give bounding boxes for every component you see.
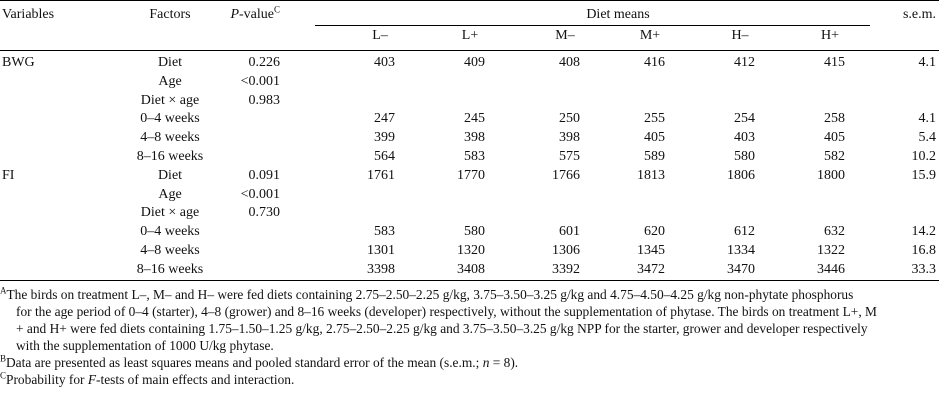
row-9-pvalue: 0.730 — [248, 205, 280, 220]
row-5-mean-1: 399 — [374, 130, 395, 145]
row-1-mean-3: 408 — [559, 55, 580, 70]
footnote-a-mark: A — [0, 285, 7, 296]
row-7-mean-3: 1766 — [552, 168, 580, 183]
row-3-pvalue: 0.983 — [248, 93, 280, 108]
row-1-mean-2: 409 — [464, 55, 485, 70]
footnote-b-mark: B — [0, 353, 7, 364]
row-12-factor: 8–16 weeks — [136, 262, 204, 277]
row-8-pvalue: <0.001 — [240, 187, 280, 202]
row-10-mean-4: 620 — [644, 224, 665, 239]
row-10-sem: 14.2 — [911, 224, 936, 239]
header-variables: Variables — [2, 7, 55, 22]
diet-means-rule — [315, 25, 870, 26]
row-7-mean-6: 1800 — [817, 168, 845, 183]
row-4-mean-6: 258 — [824, 111, 845, 126]
footnote-c-post: -tests of main effects and interaction. — [96, 372, 295, 387]
row-2-pvalue: <0.001 — [240, 74, 280, 89]
row-1-sem: 4.1 — [918, 55, 936, 70]
footnote-c-mark: C — [0, 370, 7, 381]
row-2-factor: Age — [158, 74, 182, 89]
header-pvalue-p: P — [230, 7, 239, 22]
footnote-c — [0, 371, 939, 388]
row-1-factor: Diet — [157, 55, 183, 70]
row-1-pvalue: 0.226 — [248, 55, 280, 70]
row-11-mean-3: 1306 — [552, 243, 580, 258]
row-6-mean-6: 582 — [824, 149, 845, 164]
row-12-mean-3: 3392 — [552, 262, 580, 277]
row-4-sem: 4.1 — [918, 111, 936, 126]
row-11-sem: 16.8 — [911, 243, 936, 258]
row-4-factor: 0–4 weeks — [140, 111, 200, 126]
diet-header-6: H+ — [820, 28, 839, 43]
row-1-mean-4: 416 — [644, 55, 665, 70]
row-6-factor: 8–16 weeks — [136, 149, 204, 164]
bottom-rule — [0, 280, 939, 281]
footnote-b-post: = 8). — [489, 355, 519, 370]
row-12-mean-6: 3446 — [817, 262, 845, 277]
row-12-sem: 33.3 — [911, 262, 936, 277]
row-6-mean-5: 580 — [734, 149, 755, 164]
row-6-mean-1: 564 — [374, 149, 395, 164]
header-sem: s.e.m. — [902, 7, 936, 22]
row-5-sem: 5.4 — [918, 130, 936, 145]
diet-header-5: H– — [731, 28, 749, 43]
row-6-mean-4: 589 — [644, 149, 665, 164]
row-1-mean-5: 412 — [734, 55, 755, 70]
diet-header-2: L+ — [461, 28, 479, 43]
row-10-mean-3: 601 — [559, 224, 580, 239]
row-4-mean-3: 250 — [559, 111, 580, 126]
row-10-mean-6: 632 — [824, 224, 845, 239]
row-11-mean-4: 1345 — [637, 243, 665, 258]
row-7-mean-2: 1770 — [457, 168, 485, 183]
row-10-factor: 0–4 weeks — [140, 224, 200, 239]
row-5-mean-2: 398 — [464, 130, 485, 145]
footnote-b-pre: Data are presented as least squares means and pooled standard error of the mean (s.e.m.; — [6, 355, 483, 370]
diet-header-1: L– — [372, 28, 388, 43]
row-4-mean-2: 245 — [464, 111, 485, 126]
row-12-mean-2: 3408 — [457, 262, 485, 277]
header-pvalue-sup: C — [273, 4, 280, 15]
header-pvalue — [190, 6, 280, 24]
header-rule — [0, 50, 939, 51]
header-pvalue-rest: -value — [239, 7, 274, 22]
row-11-mean-1: 1301 — [367, 243, 395, 258]
header-factors: Factors — [149, 7, 191, 22]
row-7-factor: Diet — [157, 168, 183, 183]
row-10-mean-5: 612 — [734, 224, 755, 239]
row-11-factor: 4–8 weeks — [140, 243, 200, 258]
row-5-mean-6: 405 — [824, 130, 845, 145]
top-rule — [0, 0, 939, 1]
header-diet-means: Diet means — [586, 7, 650, 22]
row-7-mean-4: 1813 — [637, 168, 665, 183]
diet-header-4: M+ — [639, 28, 661, 43]
row-7-pvalue: 0.091 — [248, 168, 280, 183]
row-6-mean-3: 575 — [559, 149, 580, 164]
row-6-sem: 10.2 — [911, 149, 936, 164]
row-11-mean-5: 1334 — [727, 243, 755, 258]
row-11-mean-6: 1322 — [817, 243, 845, 258]
row-5-factor: 4–8 weeks — [140, 130, 200, 145]
footnote-b-n: n — [482, 355, 490, 370]
row-1-variable: BWG — [2, 55, 35, 70]
row-12-mean-4: 3472 — [637, 262, 665, 277]
row-10-mean-1: 583 — [374, 224, 395, 239]
row-7-mean-5: 1806 — [727, 168, 755, 183]
row-4-mean-5: 254 — [734, 111, 755, 126]
row-1-mean-1: 403 — [374, 55, 395, 70]
row-7-mean-1: 1761 — [367, 168, 395, 183]
row-7-sem: 15.9 — [911, 168, 936, 183]
footnote-b — [0, 354, 939, 371]
row-6-mean-2: 583 — [464, 149, 485, 164]
footnote-a-line-3: + and H+ were fed diets containing 1.75–1.50–1.25 g/kg, 2.75–2.50–2.25 g/kg and 3.75–3.50–3.25 g/kg NPP for the starter, grower and developer respectively — [16, 321, 868, 336]
row-12-mean-5: 3470 — [727, 262, 755, 277]
footnote-c-pre: Probability for — [6, 372, 88, 387]
row-12-mean-1: 3398 — [367, 262, 395, 277]
footnotes — [0, 286, 939, 388]
row-7-variable: FI — [2, 168, 15, 183]
footnote-a-line-4: with the supplementation of 1000 U/kg phytase. — [16, 338, 274, 353]
row-5-mean-3: 398 — [559, 130, 580, 145]
row-9-factor: Diet × age — [140, 205, 200, 220]
row-11-mean-2: 1320 — [457, 243, 485, 258]
row-10-mean-2: 580 — [464, 224, 485, 239]
footnote-a — [0, 286, 939, 303]
diet-header-3: M– — [555, 28, 575, 43]
row-5-mean-4: 405 — [644, 130, 665, 145]
row-3-factor: Diet × age — [140, 93, 200, 108]
row-5-mean-5: 403 — [734, 130, 755, 145]
footnote-a-line-1: The birds on treatment L–, M– and H– were fed diets containing 2.75–2.50–2.25 g/kg, 3.75–3.50–3.25 g/kg and 4.75–4.50–4.25 g/kg non-phytate phosphorus — [6, 287, 854, 302]
footnote-a-line-2: for the age period of 0–4 (starter), 4–8 (grower) and 8–16 weeks (developer) respectively, without the supplementation of phytase. The birds on treatment L+, M — [16, 304, 877, 319]
footnote-c-f: F — [87, 372, 97, 387]
row-4-mean-1: 247 — [374, 111, 395, 126]
row-8-factor: Age — [158, 187, 182, 202]
row-1-mean-6: 415 — [824, 55, 845, 70]
row-4-mean-4: 255 — [644, 111, 665, 126]
